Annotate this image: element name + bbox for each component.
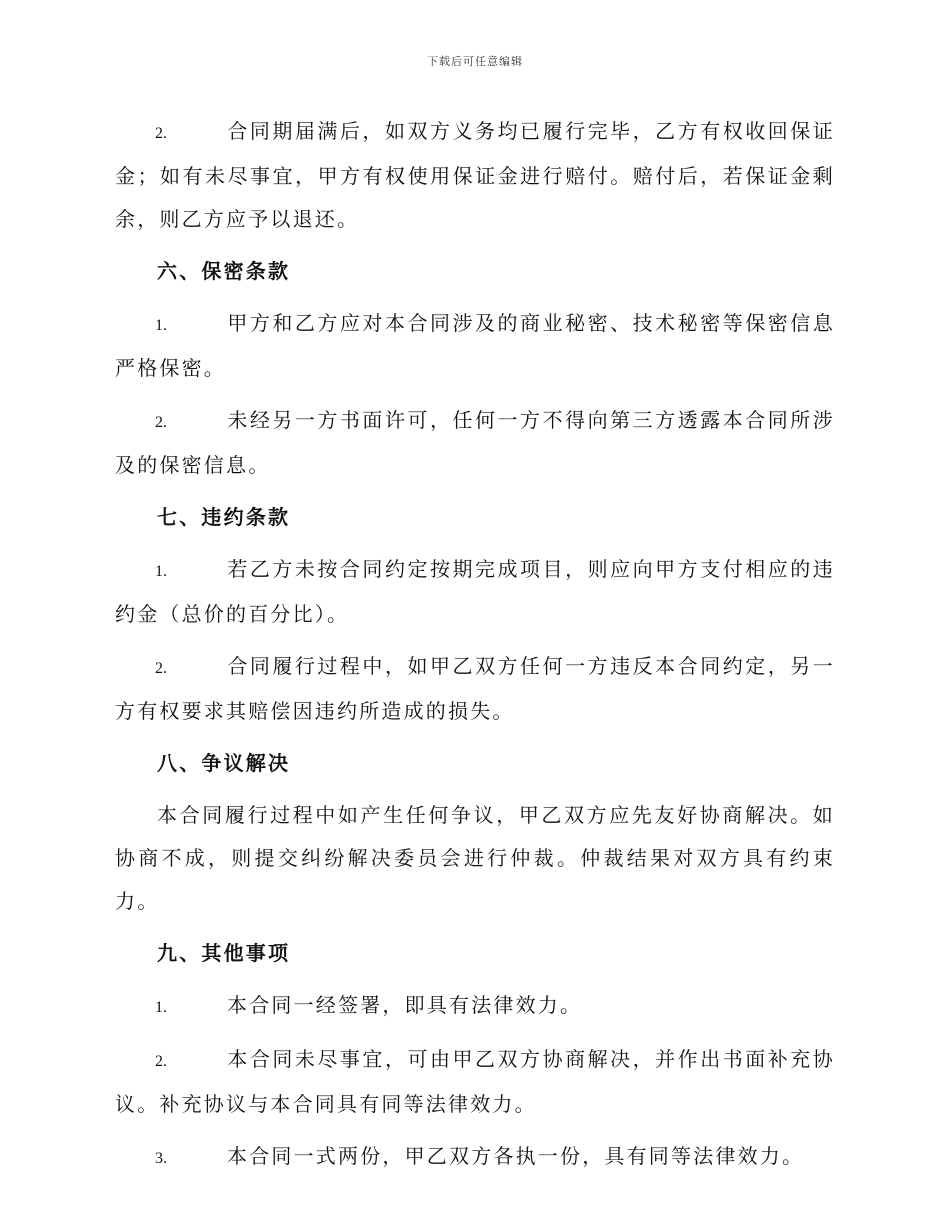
clause-number: 1. (155, 317, 167, 334)
clause-number: 2. (155, 125, 167, 142)
clause-text: 若乙方未按合同约定按期完成项目，则应向甲方支付相应的违约金（总价的百分比）。 (115, 557, 835, 626)
clause-7-1 (115, 548, 835, 636)
clause-number: 2. (155, 414, 167, 431)
clause-9-3 (115, 1135, 835, 1180)
clause-9-2 (115, 1038, 835, 1126)
section-9-title: 九、其他事项 (157, 941, 291, 965)
section-6-title: 六、保密条款 (157, 259, 291, 283)
clause-5-2 (115, 110, 835, 241)
clause-number: 1. (155, 563, 167, 580)
clause-text: 合同期届满后，如双方义务均已履行完毕，乙方有权收回保证金；如有未尽事宜，甲方有权使用保证金进行赔付。赔付后，若保证金剩余，则乙方应予以退还。 (115, 119, 835, 231)
section-8-title: 八、争议解决 (157, 751, 291, 775)
clause-text: 未经另一方书面许可，任何一方不得向第三方透露本合同所涉及的保密信息。 (115, 408, 835, 477)
clause-7-2 (115, 645, 835, 733)
clause-text: 本合同一经签署，即具有法律效力。 (227, 993, 583, 1017)
clause-6-2 (115, 399, 835, 487)
document-body (115, 110, 835, 1189)
clause-number: 1. (155, 999, 167, 1016)
clause-number: 2. (155, 660, 167, 677)
section-7-title: 七、违约条款 (157, 505, 291, 529)
page-header: 下载后可任意编辑 (427, 55, 523, 68)
clause-text: 本合同未尽事宜，可由甲乙双方协商解决，并作出书面补充协议。补充协议与本合同具有同等法律效力。 (115, 1047, 835, 1116)
clause-number: 3. (155, 1150, 167, 1167)
clause-text: 甲方和乙方应对本合同涉及的商业秘密、技术秘密等保密信息严格保密。 (115, 311, 835, 380)
clause-text: 本合同一式两份，甲乙双方各执一份，具有同等法律效力。 (227, 1144, 805, 1168)
clause-number: 2. (155, 1053, 167, 1070)
clause-9-1 (115, 984, 835, 1029)
clause-6-1 (115, 302, 835, 390)
clause-text: 合同履行过程中，如甲乙双方任何一方违反本合同约定，另一方有权要求其赔偿因违约所造成的损失。 (115, 654, 835, 723)
section-8-body: 本合同履行过程中如产生任何争议，甲乙双方应先友好协商解决。如协商不成，则提交纠纷解决委员会进行仲裁。仲裁结果对双方具有约束力。 (115, 803, 835, 913)
